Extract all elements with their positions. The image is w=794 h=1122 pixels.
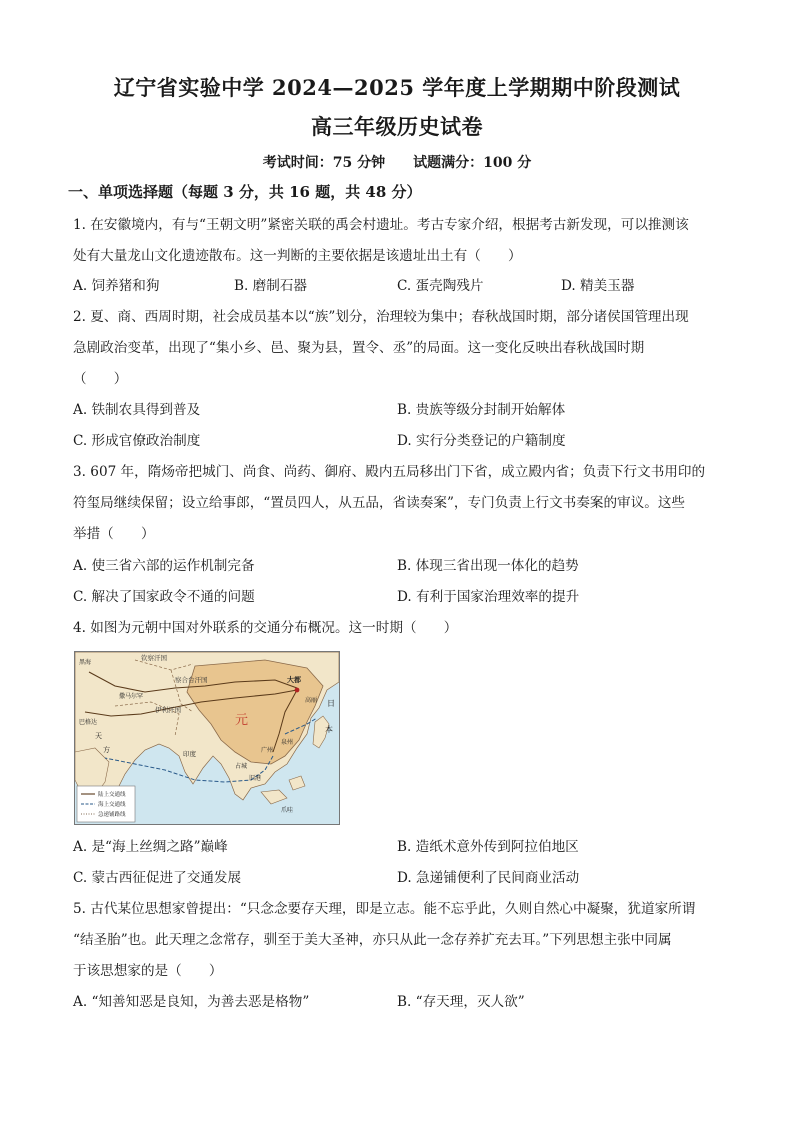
exam-meta: [0, 152, 794, 172]
map-label-quanzhou: 泉州: [281, 739, 294, 746]
q2-option-b[interactable]: B. 贵族等级分封制开始解体: [397, 402, 566, 418]
q3-option-b[interactable]: B. 体现三省出现一体化的趋势: [397, 558, 579, 574]
q1-option-d[interactable]: D. 精美玉器: [561, 278, 635, 294]
map-label-kipchak: 钦察汗国: [141, 654, 167, 662]
map-label-korea: 高丽: [305, 697, 318, 704]
q3-line-2: 符玺局继续保留；设立给事郎，“置员四人，从五品，省读奏案”，专门负责上行文书奏案的审议。这些: [73, 495, 686, 511]
q4-option-d[interactable]: D. 急递铺便利了民间商业活动: [397, 870, 580, 886]
q1-line-1: 1. 在安徽境内，有与“王朝文明”紧密关联的禹会村遗址。考古专家介绍，根据考古新发现，可以推测该: [73, 217, 689, 233]
map-dadu-marker: [295, 688, 300, 693]
q5-line-1: 5. 古代某位思想家曾提出：“只念念要存天理，即是立志。能不忘乎此，久则自然心中凝聚，犹道家所谓: [73, 901, 696, 917]
q2-line-3: （ ）: [73, 371, 128, 387]
q1-option-c[interactable]: C. 蛋壳陶残片: [397, 278, 484, 294]
exam-time: 考试时间：75 分钟: [262, 155, 386, 171]
map-label-tianfang-2: 方: [103, 746, 110, 754]
map-label-champa: 占城: [235, 763, 248, 770]
q1-option-a[interactable]: A. 饲养猪和狗: [73, 278, 160, 294]
map-label-ilkhanate: 伊利汗国: [155, 706, 181, 714]
q2-option-a[interactable]: A. 铁制农具得到普及: [73, 402, 201, 418]
map-label-yuan: 元: [235, 713, 249, 728]
map-label-japan-ben: 本: [325, 725, 333, 734]
map-label-jiuzhe: 旧港: [249, 775, 262, 782]
q3-option-c[interactable]: C. 解决了国家政令不通的问题: [73, 589, 255, 605]
full-score: 试题满分：100 分: [413, 155, 532, 171]
map-legend-land: 陆上交通线: [98, 792, 126, 798]
map-label-tianfang-1: 天: [95, 732, 102, 740]
map-legend-post: 急递铺路线: [98, 812, 126, 818]
q4-line-1: 4. 如图为元朝中国对外联系的交通分布概况。这一时期（ ）: [73, 620, 458, 636]
map-label-india: 印度: [183, 750, 196, 758]
q3-line-1: 3. 607 年，隋炀帝把城门、尚食、尚药、御府、殿内五局移出门下省，成立殿内省；负责下行文书用印的: [73, 464, 706, 480]
map-svg: [75, 652, 339, 824]
q3-line-3: 举措（ ）: [73, 526, 155, 542]
q5-line-2: “结圣胎”也。此天理之念常存，驯至于美大圣神，亦只从此一念存养扩充去耳。”下列思想主张中同属: [73, 932, 672, 948]
map-label-java: 爪哇: [281, 807, 294, 814]
map-label-guangzhou: 广州: [261, 747, 274, 754]
q2-option-d[interactable]: D. 实行分类登记的户籍制度: [397, 433, 566, 449]
q5-option-b[interactable]: B. “存天理，灭人欲”: [397, 994, 525, 1010]
q3-option-d[interactable]: D. 有利于国家治理效率的提升: [397, 589, 580, 605]
map-label-samarkand: 撒马尔罕: [119, 693, 144, 700]
section-heading: 一、单项选择题（每题 3 分，共 16 题，共 48 分）: [68, 183, 422, 201]
q1-line-2: 处有大量龙山文化遗迹散布。这一判断的主要依据是该遗址出土有（ ）: [73, 248, 522, 264]
q3-option-a[interactable]: A. 使三省六部的运作机制完备: [73, 558, 255, 574]
map-label-chagatai: 察合台汗国: [175, 676, 208, 684]
exam-subtitle: 高三年级历史试卷: [311, 114, 483, 139]
q5-line-3: 于该思想家的是（ ）: [73, 963, 223, 979]
q2-line-2: 急剧政治变革，出现了“集小乡、邑、聚为县，置令、丞”的局面。这一变化反映出春秋战国时期: [73, 340, 645, 356]
q2-option-c[interactable]: C. 形成官僚政治制度: [73, 433, 201, 449]
map-label-japan-ri: 日: [327, 699, 335, 708]
q1-option-b[interactable]: B. 磨制石器: [234, 278, 308, 294]
map-legend-sea: 海上交通线: [98, 802, 126, 808]
q5-option-a[interactable]: A. “知善知恶是良知，为善去恶是格物”: [73, 994, 310, 1010]
yuan-transport-map: [74, 651, 340, 825]
q4-option-b[interactable]: B. 造纸术意外传到阿拉伯地区: [397, 839, 579, 855]
map-label-baghdad: 巴格达: [79, 719, 98, 726]
q4-option-c[interactable]: C. 蒙古西征促进了交通发展: [73, 870, 242, 886]
q4-option-a[interactable]: A. 是“海上丝绸之路”巅峰: [73, 839, 228, 855]
map-label-black-sea: 黑海: [79, 659, 92, 666]
q2-line-1: 2. 夏、商、西周时期，社会成员基本以“族”划分，治理较为集中；春秋战国时期，部分诸侯国管理出现: [73, 309, 689, 325]
map-label-dadu: 大都: [287, 676, 301, 684]
exam-title: 辽宁省实验中学 2024—2025 学年度上学期期中阶段测试: [113, 75, 681, 100]
